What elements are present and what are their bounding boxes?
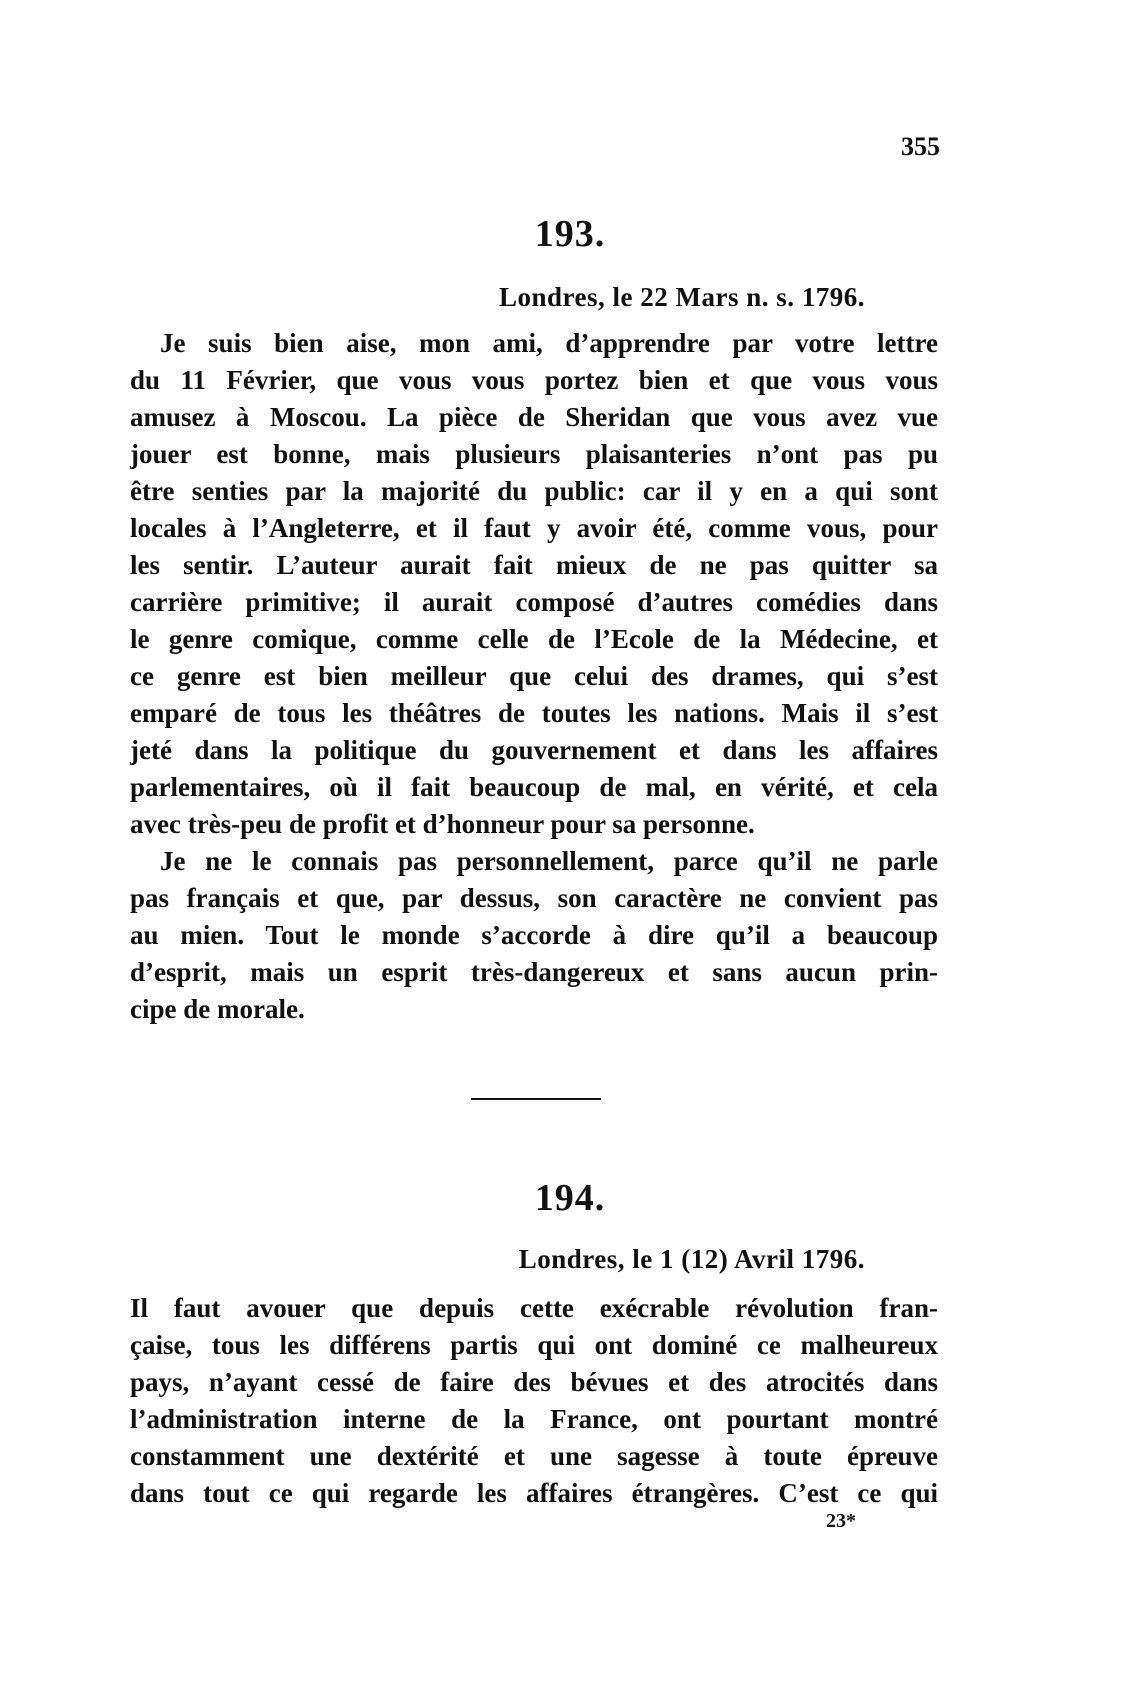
text-line: être senties par la majorité du public: car il y en a qui sont (130, 476, 938, 506)
text-line: constamment une dextérité et une sagesse à toute épreuve (130, 1441, 938, 1471)
dateline-193: Londres, le 22 Mars n. s. 1796. (498, 282, 865, 312)
letter-number-194: 194. (534, 1177, 606, 1219)
text-line: pas français et que, par dessus, son caractère ne convient pas (130, 883, 938, 913)
text-line: les sentir. L’auteur aurait fait mieux de ne pas quitter sa (130, 550, 938, 580)
printer-signature-mark: 23* (826, 1510, 856, 1532)
text-line: cipe de morale. (130, 994, 305, 1024)
text-line: carrière primitive; il aurait composé d’autres comédies dans (130, 587, 938, 617)
text-line: amusez à Moscou. La pièce de Sheridan que vous avez vue (130, 402, 938, 432)
letter-193-body (130, 325, 938, 1028)
text-line: pays, n’ayant cessé de faire des bévues et des atrocités dans (130, 1367, 938, 1397)
page-number: 355 (901, 132, 940, 161)
text-line: parlementaires, où il fait beaucoup de mal, en vérité, et cela (130, 772, 938, 802)
letter-194-body (130, 1290, 938, 1512)
section-divider (471, 1098, 601, 1100)
paragraph (130, 843, 938, 1028)
text-line: avec très-peu de profit et d’honneur pour sa personne. (130, 809, 755, 839)
letter-number-193: 193. (534, 213, 606, 255)
text-line: au mien. Tout le monde s’accorde à dire qu’il a beaucoup (130, 920, 938, 950)
text-line: Je suis bien aise, mon ami, d’apprendre par votre lettre (160, 328, 938, 358)
text-line: Il faut avouer que depuis cette exécrable révolution fran- (130, 1293, 938, 1323)
paragraph (130, 325, 938, 843)
text-line: jouer est bonne, mais plusieurs plaisanteries n’ont pas pu (130, 439, 938, 469)
text-line: le genre comique, comme celle de l’Ecole de la Médecine, et (130, 624, 938, 654)
dateline-194: Londres, le 1 (12) Avril 1796. (518, 1244, 865, 1274)
text-line: Je ne le connais pas personnellement, parce qu’il ne parle (160, 846, 938, 876)
text-line: d’esprit, mais un esprit très-dangereux et sans aucun prin- (130, 957, 938, 987)
text-line: locales à l’Angleterre, et il faut y avoir été, comme vous, pour (130, 513, 938, 543)
text-line: ce genre est bien meilleur que celui des drames, qui s’est (130, 661, 938, 691)
text-line: du 11 Février, que vous vous portez bien et que vous vous (130, 365, 938, 395)
text-line: l’administration interne de la France, ont pourtant montré (130, 1404, 938, 1434)
text-line: emparé de tous les théâtres de toutes les nations. Mais il s’est (130, 698, 938, 728)
text-line: çaise, tous les différens partis qui ont dominé ce malheureux (130, 1330, 938, 1360)
text-line: jeté dans la politique du gouvernement et dans les affaires (130, 735, 938, 765)
paragraph (130, 1290, 938, 1512)
text-line: dans tout ce qui regarde les affaires étrangères. C’est ce qui (130, 1478, 938, 1508)
